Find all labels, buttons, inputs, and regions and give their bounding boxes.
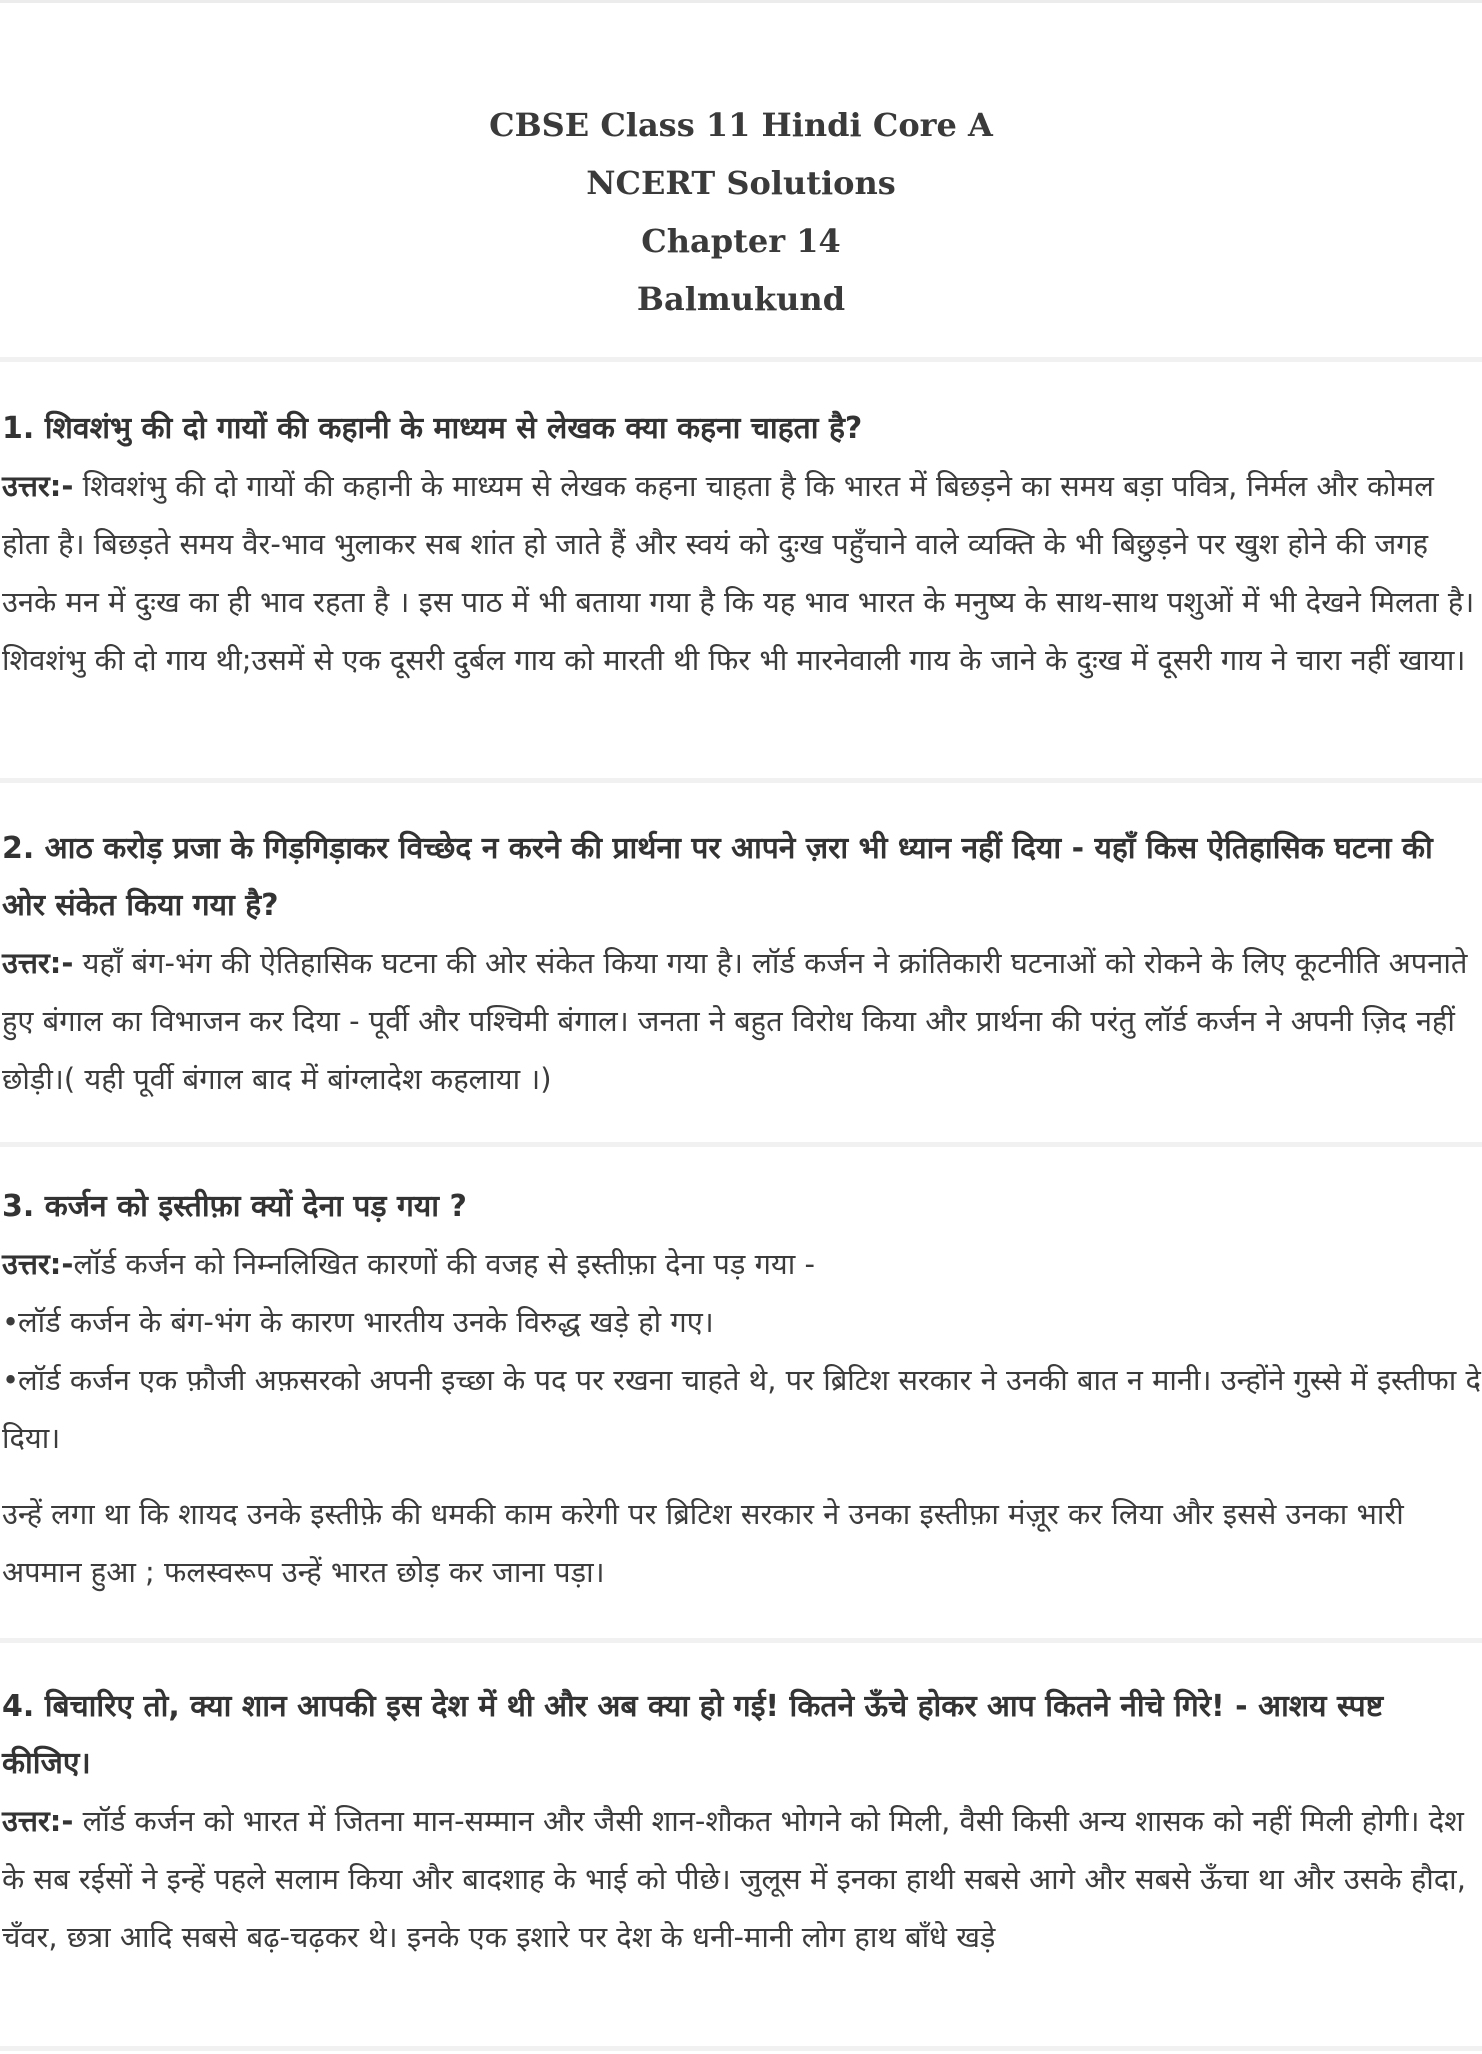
- answer-3-bullet-2: [2, 1351, 1482, 1467]
- divider: [0, 2046, 1482, 2051]
- answer-4-text: लॉर्ड कर्जन को भारत में जितना मान-सम्मान और जैसी शान-शौकत भोगने को मिली, वैसी किसी अन्य शासक को नहीं मिली होगी। देश के सब रईसों ने इन्हें पहले सलाम किया और बादशाह के भाई को पीछे। जुलूस में इनका हाथी सबसे आगे और सबसे ऊँचा था और उसके हौदा, चँवर, छत्रा आदि सबसे बढ़-चढ़कर थे। इनके एक इशारे पर देश के धनी-मानी लोग हाथ बाँधे खड़े: [2, 1804, 1466, 1954]
- question-block-1: [0, 400, 1482, 689]
- divider: [0, 778, 1482, 783]
- answer-3-paragraph: उन्हें लगा था कि शायद उनके इस्तीफ़े की धमकी काम करेगी पर ब्रिटिश सरकार ने उनका इस्तीफ़ा मंज़ूर कर लिया और इससे उनका भारी अपमान हुआ ; फलस्वरूप उन्हें भारत छोड़ कर जाना पड़ा।: [2, 1497, 1404, 1589]
- answer-label: उत्तर:-: [2, 469, 74, 503]
- bullet-text: लॉर्ड कर्जन एक फ़ौजी अफ़सरको अपनी इच्छा के पद पर रखना चाहते थे, पर ब्रिटिश सरकार ने उनकी बात न मानी। उन्होंने गुस्से में इस्तीफा दे दिया।: [2, 1363, 1481, 1455]
- answer-3-bullet-1: [2, 1293, 1482, 1351]
- question-2: 2. आठ करोड़ प्रजा के गिड़गिड़ाकर विच्छेद न करने की प्रार्थना पर आपने ज़रा भी ध्यान नहीं दिया - यहाँ किस ऐतिहासिक घटना की ओर संकेत किया गया है?: [2, 831, 1433, 923]
- question-block-3: [0, 1178, 1482, 1601]
- bullet-symbol: •: [2, 1363, 20, 1397]
- top-rule: [0, 0, 1482, 3]
- answer-label: उत्तर:-: [2, 1804, 74, 1838]
- document-header: [0, 96, 1482, 328]
- answer-3-text: लॉर्ड कर्जन को निम्नलिखित कारणों की वजह से इस्तीफ़ा देना पड़ गया -: [73, 1247, 815, 1281]
- answer-1: [2, 457, 1482, 689]
- question-1: 1. शिवशंभु की दो गायों की कहानी के माध्यम से लेखक क्या कहना चाहता है?: [2, 411, 863, 446]
- question-3: 3. कर्जन को इस्तीफ़ा क्यों देना पड़ गया ?: [2, 1189, 467, 1224]
- question-block-2: [0, 820, 1482, 1108]
- question-4: 4. बिचारिए तो, क्या शान आपकी इस देश में थी और अब क्या हो गई! कितने ऊँचे होकर आप कितने नीचे गिरे! - आशय स्पष्ट कीजिए।: [2, 1689, 1384, 1781]
- bullet-text: लॉर्ड कर्जन के बंग-भंग के कारण भारतीय उनके विरुद्ध खड़े हो गए।: [18, 1305, 714, 1339]
- header-solutions: NCERT Solutions: [586, 164, 896, 202]
- header-chapter-title: Balmukund: [636, 280, 846, 318]
- answer-2-text: यहाँ बंग-भंग की ऐतिहासिक घटना की ओर संकेत किया गया है। लॉर्ड कर्जन ने क्रांतिकारी घटनाओं को रोकने के लिए कूटनीति अपनाते हुए बंगाल का विभाजन कर दिया - पूर्वी और पश्चिमी बंगाल। जनता ने बहुत विरोध किया और प्रार्थना की परंतु लॉर्ड कर्जन ने अपनी ज़िद नहीं छोड़ी।( यही पूर्वी बंगाल बाद में बांग्लादेश कहलाया ।): [2, 946, 1468, 1096]
- answer-1-text: शिवशंभु की दो गायों की कहानी के माध्यम से लेखक कहना चाहता है कि भारत में बिछड़ने का समय बड़ा पवित्र, निर्मल और कोमल होता है। बिछड़ते समय वैर-भाव भुलाकर सब शांत हो जाते हैं और स्वयं को दुःख पहुँचाने वाले व्यक्ति के भी बिछुड़ने पर खुश होने की जगह उनके मन में दुःख का ही भाव रहता है । इस पाठ में भी बताया गया है कि यह भाव भारत के मनुष्य के साथ-साथ पशुओं में भी देखने मिलता है। शिवशंभु की दो गाय थी;उसमें से एक दूसरी दुर्बल गाय को मारती थी फिर भी मारनेवाली गाय के जाने के दुःख में दूसरी गाय ने चारा नहीं खाया।: [2, 469, 1475, 677]
- question-block-4: [0, 1678, 1482, 1966]
- header-chapter: Chapter 14: [641, 222, 841, 260]
- header-board-class: CBSE Class 11 Hindi Core A: [489, 106, 993, 144]
- bullet-symbol: •: [2, 1305, 20, 1339]
- answer-2: [2, 934, 1482, 1108]
- answer-label: उत्तर:-: [2, 1247, 74, 1281]
- answer-3: [2, 1235, 1482, 1293]
- answer-label: उत्तर:-: [2, 946, 74, 980]
- answer-4: [2, 1792, 1482, 1966]
- divider: [0, 1142, 1482, 1147]
- divider: [0, 357, 1482, 362]
- divider: [0, 1638, 1482, 1643]
